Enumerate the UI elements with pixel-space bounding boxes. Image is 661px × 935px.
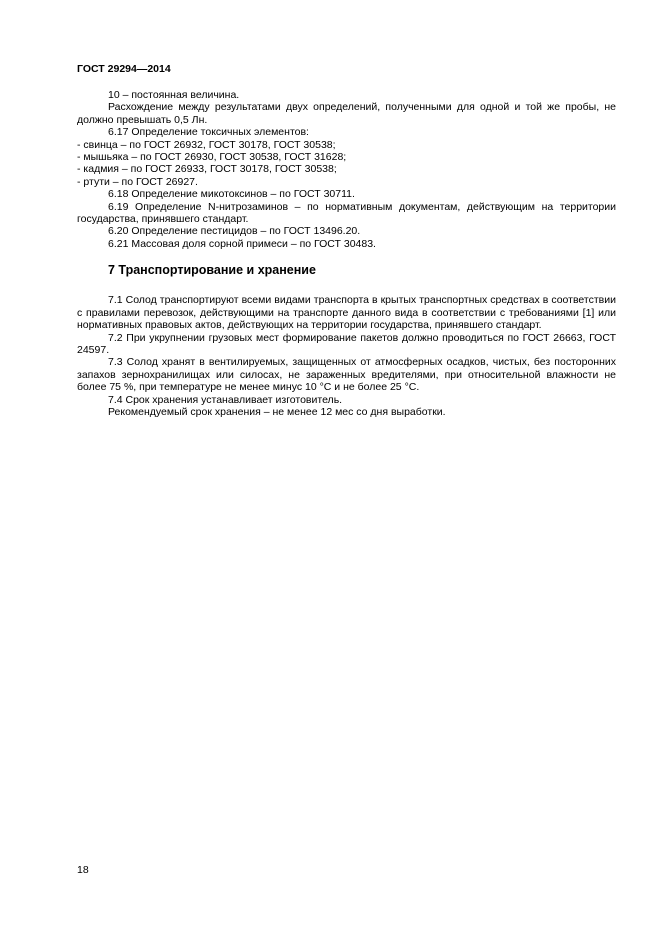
paragraph: 7.4 Срок хранения устанавливает изготовитель. (108, 393, 343, 406)
paragraph: 6.19 Определение N-нитрозаминов – по нормативным документам, действующим на территории государства, принявшего стандарт. (77, 200, 616, 226)
paragraph: Расхождение между результатами двух определений, полученными для одной и той же пробы, не должно превышать 0,5 Лн. (77, 101, 616, 126)
page-number: 18 (77, 864, 89, 876)
list-item: - мышьяка – по ГОСТ 26930, ГОСТ 30538, ГОСТ 31628; (77, 151, 347, 164)
paragraph: 6.21 Массовая доля сорной примеси – по ГОСТ 30483. (108, 237, 376, 250)
paragraph: 6.18 Определение микотоксинов – по ГОСТ 30711. (108, 188, 355, 201)
list-item: - свинца – по ГОСТ 26932, ГОСТ 30178, ГОСТ 30538; (77, 138, 336, 151)
paragraph: 7.3 Солод хранят в вентилируемых, защищенных от атмосферных осадков, чистых, без посторонних запахов зернохранилищах или силосах, не зараженных вредителями, при относительной влажности не более 75 %, при температуре не менее минус 10 °С и не более 25 °С. (77, 356, 616, 394)
paragraph: 10 – постоянная величина. (108, 89, 240, 101)
paragraph: 7.2 При укрупнении грузовых мест формирование пакетов должно проводиться по ГОСТ 26663, ГОСТ 24597. (77, 331, 616, 356)
paragraph: 6.17 Определение токсичных элементов: (108, 126, 309, 139)
document-header: ГОСТ 29294—2014 (77, 63, 171, 75)
paragraph: 7.1 Солод транспортируют всеми видами транспорта в крытых транспортных средствах в соответствии с правилами перевозок, действующими на транспорте данного вида в соответствии с требованиями [1] или нормативных правовых актов, действующих на территории государства, принявшего стандарт. (77, 294, 616, 332)
section-heading: 7 Транспортирование и хранение (108, 263, 316, 278)
paragraph: 6.20 Определение пестицидов – по ГОСТ 13496.20. (108, 225, 361, 238)
list-item: - ртути – по ГОСТ 26927. (77, 175, 198, 188)
list-item: - кадмия – по ГОСТ 26933, ГОСТ 30178, ГОСТ 30538; (77, 163, 337, 176)
document-body (77, 89, 616, 418)
paragraph: Рекомендуемый срок хранения – не менее 12 мес со дня выработки. (108, 405, 446, 418)
